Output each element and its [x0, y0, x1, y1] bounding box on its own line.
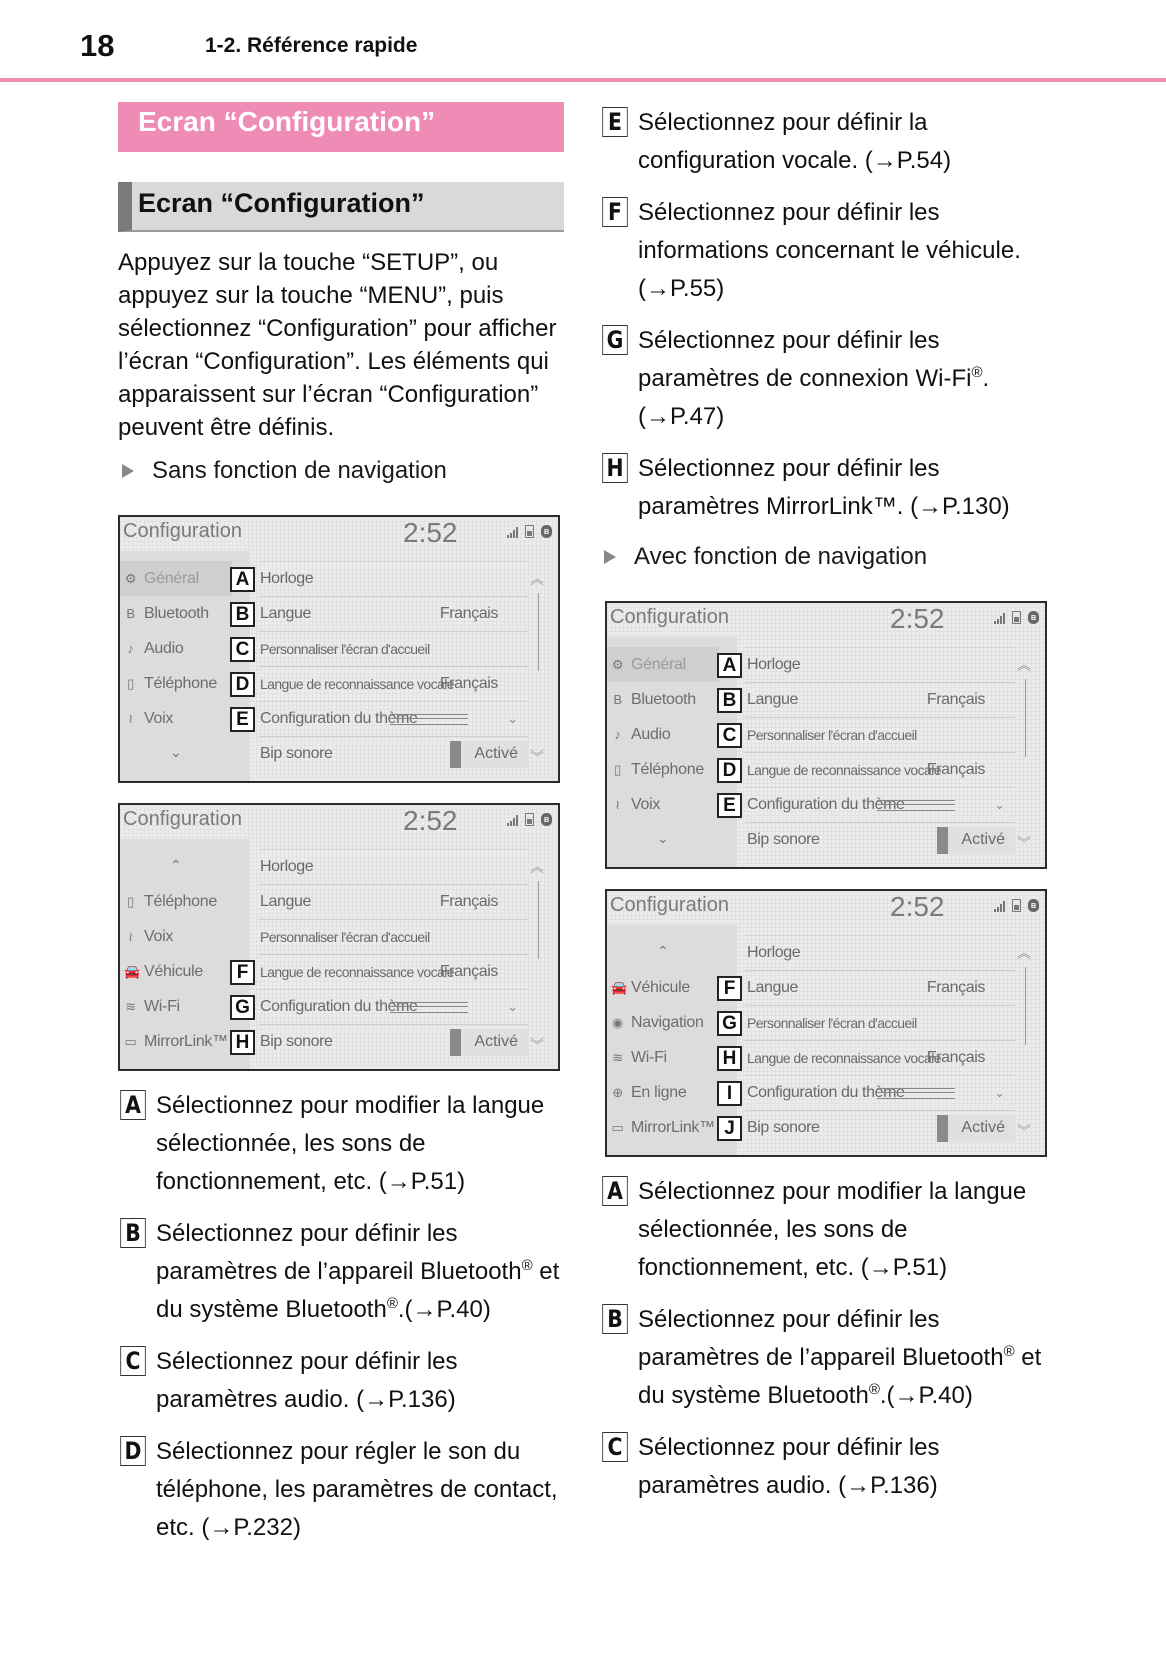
left-column — [118, 102, 564, 1547]
callout-marker: G — [717, 1011, 742, 1036]
theme-preview — [877, 800, 955, 811]
callout-marker: F — [717, 976, 742, 1001]
toggle-value: Activé — [961, 831, 1005, 848]
signal-icon — [507, 814, 518, 826]
description-text: Sélectionnez pour définir les informations concernant le véhicule. (→P.55) — [638, 199, 1021, 302]
scroll-up-icon[interactable]: ︽ — [1017, 945, 1031, 961]
setting-row[interactable] — [235, 561, 528, 596]
page-reference: .(→P.40) — [397, 1296, 491, 1323]
setting-label: Langue — [747, 979, 798, 996]
right-column — [600, 102, 1050, 1505]
setting-row[interactable] — [722, 682, 1015, 717]
sidebar-item-bluetooth[interactable] — [611, 682, 696, 717]
beep-toggle[interactable] — [937, 827, 1015, 854]
callout-marker: H — [230, 1030, 255, 1055]
setting-value: Français — [439, 605, 498, 622]
sidebar-item-label: Audio — [144, 639, 184, 657]
sidebar-item-véhicule[interactable] — [124, 954, 203, 989]
section-banner: Ecran “Configuration” — [118, 102, 564, 152]
toggle-value: Activé — [961, 1119, 1005, 1136]
registered-mark: ® — [1003, 1343, 1015, 1360]
callout-marker: G — [230, 995, 255, 1020]
scroll-up-icon[interactable]: ︽ — [530, 571, 544, 587]
setting-label: Horloge — [747, 656, 801, 673]
toggle-value: Activé — [474, 745, 518, 762]
text-part: et du système Bluetooth — [156, 1258, 560, 1323]
sidebar-item-label: Wi-Fi — [144, 997, 180, 1015]
setting-row[interactable] — [723, 787, 1015, 822]
status-icons — [507, 813, 552, 826]
setting-row[interactable] — [236, 701, 528, 736]
setting-row[interactable] — [722, 717, 1015, 752]
callout-marker: E — [230, 707, 255, 732]
callout-marker: H — [717, 1046, 742, 1071]
callout-marker: F — [230, 960, 255, 985]
setting-row[interactable] — [724, 1110, 1015, 1145]
signal-icon — [994, 900, 1005, 912]
callout-description — [600, 322, 1050, 436]
sidebar-item-label: Wi-Fi — [631, 1048, 667, 1066]
sidebar-item-label: Navigation — [631, 1013, 704, 1031]
text-part: Sélectionnez pour définir les paramètres de l’appareil Bluetooth — [638, 1306, 1004, 1371]
sidebar-item-général[interactable] — [120, 561, 232, 596]
sidebar-item-bluetooth[interactable] — [124, 596, 209, 631]
sidebar-item-voix[interactable] — [124, 919, 173, 954]
setting-row[interactable] — [258, 884, 528, 919]
sidebar-item-wi-fi[interactable] — [124, 989, 180, 1024]
setting-value: Français — [926, 979, 985, 996]
setting-row[interactable] — [722, 752, 1015, 787]
callout-marker: I — [717, 1081, 742, 1106]
description-text: Sélectionnez pour régler le son du téléphone, les paramètres de contact, etc. (→P.232) — [156, 1438, 558, 1541]
chevron-down-icon[interactable]: ⌄ — [657, 830, 669, 846]
text-part: Sélectionnez pour définir les paramètres de l’appareil Bluetooth — [156, 1220, 522, 1285]
toggle-indicator — [937, 1115, 948, 1142]
callout-marker: A — [717, 653, 742, 678]
setting-row[interactable] — [258, 919, 528, 954]
setting-row[interactable] — [235, 596, 528, 631]
sidebar-item-audio[interactable] — [124, 631, 183, 666]
toggle-value: Activé — [474, 1033, 518, 1050]
callout-badge: C — [602, 1432, 628, 1462]
sidebar-icon: ⚙ — [124, 570, 137, 586]
callout-description — [118, 1343, 564, 1419]
scroll-down-icon[interactable]: ︾ — [1017, 835, 1031, 851]
setting-value: Français — [926, 761, 985, 778]
setting-label: Bip sonore — [260, 1033, 333, 1050]
callout-badge: D — [120, 1436, 146, 1466]
callout-marker: B — [717, 688, 742, 713]
callout-marker: B — [230, 602, 255, 627]
setting-label: Langue — [260, 605, 311, 622]
battery-icon — [1012, 899, 1021, 912]
sidebar-icon: ≀ — [128, 928, 133, 944]
sidebar-item-label: MirrorLink™ — [144, 1032, 228, 1050]
setting-label: Configuration du thème — [260, 998, 418, 1015]
status-icons — [994, 899, 1039, 912]
battery-icon — [1012, 611, 1021, 624]
status-icons — [507, 525, 552, 538]
setting-label: Langue — [747, 691, 798, 708]
setting-row[interactable] — [745, 822, 1015, 857]
config-screen-mockup — [118, 803, 560, 1071]
clock: 2:52 — [403, 805, 458, 836]
setting-value: Français — [439, 963, 498, 980]
callout-badge: E — [602, 107, 628, 137]
chevron-down-icon[interactable]: ⌄ — [170, 744, 182, 760]
sidebar-item-en-ligne[interactable] — [611, 1075, 686, 1110]
screen-title: Configuration — [123, 808, 242, 830]
callout-description — [118, 1215, 564, 1329]
sidebar-item-général[interactable] — [607, 647, 719, 682]
sidebar-item-label: Téléphone — [144, 674, 217, 692]
setting-label: Personnaliser l'écran d'accueil — [260, 929, 430, 945]
toggle-indicator — [450, 741, 461, 768]
sidebar-item-téléphone[interactable] — [611, 752, 704, 787]
setting-label: Langue de reconnaissance vocale — [260, 676, 454, 692]
setting-row[interactable] — [726, 1075, 1015, 1110]
description-text: Sélectionnez pour définir les paramètres MirrorLink™. (→P.130) — [638, 455, 1010, 520]
scrollbar[interactable] — [1025, 679, 1027, 757]
clock: 2:52 — [890, 603, 945, 634]
sidebar-icon: ▯ — [127, 675, 134, 691]
callout-description — [600, 450, 1050, 526]
sidebar-item-label: MirrorLink™ — [631, 1118, 715, 1136]
battery-icon — [525, 813, 534, 826]
signal-icon — [507, 526, 518, 538]
setting-label: Langue de reconnaissance vocale — [747, 762, 941, 778]
setting-label: Horloge — [747, 944, 801, 961]
bullet-without-navigation — [118, 454, 564, 487]
sidebar-item-label: Téléphone — [144, 892, 217, 910]
callout-badge: G — [602, 325, 628, 355]
setting-value: Français — [439, 893, 498, 910]
sidebar-item-label: Bluetooth — [631, 690, 696, 708]
setting-label: Personnaliser l'écran d'accueil — [747, 1015, 917, 1031]
config-screen-mockup — [605, 601, 1047, 869]
section-reference: 1-2. Référence rapide — [205, 34, 418, 57]
sidebar-icon: ◉ — [611, 1014, 624, 1030]
setting-row[interactable] — [745, 935, 1015, 970]
callout-badge: H — [602, 453, 628, 483]
sidebar-icon: ▯ — [127, 893, 134, 909]
description-text: Sélectionnez pour définir la configuration vocale. (→P.54) — [638, 109, 952, 174]
callout-marker: J — [717, 1116, 742, 1141]
triangle-bullet-icon — [604, 550, 616, 564]
description-text — [638, 322, 1050, 436]
screen-title: Configuration — [610, 894, 729, 916]
setting-value: Français — [926, 691, 985, 708]
bullet-label: Sans fonction de navigation — [152, 457, 447, 484]
triangle-bullet-icon — [122, 464, 134, 478]
setting-label: Bip sonore — [747, 1119, 820, 1136]
setting-row[interactable] — [258, 736, 528, 771]
sidebar-item-label: Véhicule — [144, 962, 203, 980]
sidebar-icon: B — [126, 606, 135, 621]
sidebar-item-label: Véhicule — [631, 978, 690, 996]
setting-row[interactable] — [722, 1040, 1015, 1075]
status-icons — [994, 611, 1039, 624]
callout-description — [118, 1087, 564, 1201]
bluetooth-icon: ʙ — [1028, 899, 1039, 912]
sidebar-icon: ≀ — [128, 710, 133, 726]
bluetooth-icon: ʙ — [541, 813, 552, 826]
setting-row[interactable] — [235, 989, 528, 1024]
chevron-down-icon[interactable]: ⌄ — [994, 797, 1005, 812]
callout-marker: D — [717, 758, 742, 783]
bluetooth-icon: ʙ — [1028, 611, 1039, 624]
callout-description — [600, 104, 1050, 180]
scrollbar[interactable] — [538, 593, 540, 671]
callout-marker: E — [717, 793, 742, 818]
callout-description — [600, 194, 1050, 308]
callout-marker: C — [717, 723, 742, 748]
sidebar-item-label: Général — [144, 569, 199, 587]
sidebar-icon: ♪ — [614, 727, 621, 742]
sidebar-icon: 🚘 — [611, 979, 627, 995]
setting-label: Horloge — [260, 570, 314, 587]
sidebar-item-véhicule[interactable] — [611, 970, 690, 1005]
description-text — [638, 1301, 1050, 1415]
callout-badge: F — [602, 197, 628, 227]
sidebar-icon: ♪ — [127, 641, 134, 656]
sidebar-item-audio[interactable] — [611, 717, 670, 752]
registered-mark: ® — [386, 1295, 398, 1312]
theme-preview — [390, 1002, 468, 1013]
sidebar-icon: ▭ — [611, 1119, 624, 1135]
callout-badge: B — [120, 1218, 146, 1248]
screen-title: Configuration — [610, 606, 729, 628]
callout-description — [600, 1429, 1050, 1505]
setting-label: Bip sonore — [260, 745, 333, 762]
chevron-up-icon[interactable]: ⌃ — [170, 857, 182, 873]
setting-row[interactable] — [722, 647, 1015, 682]
scrollbar[interactable] — [1025, 967, 1027, 1045]
bullet-with-navigation — [600, 540, 1050, 573]
scroll-down-icon[interactable]: ︾ — [530, 749, 544, 765]
sidebar-item-voix[interactable] — [611, 787, 660, 822]
setting-row[interactable] — [258, 849, 528, 884]
sidebar-icon: ▯ — [614, 761, 621, 777]
header-rule — [0, 78, 1166, 82]
sidebar-item-téléphone[interactable] — [124, 666, 217, 701]
sidebar-item-navigation[interactable] — [611, 1005, 704, 1040]
battery-icon — [525, 525, 534, 538]
registered-mark: ® — [521, 1257, 533, 1274]
sidebar-icon: ≋ — [612, 1049, 623, 1065]
setting-label: Personnaliser l'écran d'accueil — [747, 727, 917, 743]
page-reference: . (→P.47) — [638, 365, 990, 430]
scroll-up-icon[interactable]: ︽ — [1017, 657, 1031, 673]
setting-value: Français — [926, 1049, 985, 1066]
sidebar-icon: ⚙ — [611, 656, 624, 672]
setting-row[interactable] — [723, 970, 1015, 1005]
sidebar-item-label: Téléphone — [631, 760, 704, 778]
callout-badge: C — [120, 1346, 146, 1376]
screen-title: Configuration — [123, 520, 242, 542]
beep-toggle[interactable] — [937, 1115, 1015, 1142]
subsection-heading: Ecran “Configuration” — [118, 182, 564, 232]
sidebar-item-mirrorlink-[interactable] — [124, 1024, 228, 1059]
callout-description — [600, 1173, 1050, 1287]
text-part: Sélectionnez pour définir les paramètres de connexion Wi-Fi — [638, 327, 972, 392]
description-text — [156, 1215, 564, 1329]
callout-badge: A — [602, 1176, 628, 1206]
setting-row[interactable] — [722, 1005, 1015, 1040]
sidebar-item-label: Audio — [631, 725, 671, 743]
setting-label: Personnaliser l'écran d'accueil — [260, 641, 430, 657]
setting-value: Français — [439, 675, 498, 692]
callout-badge: A — [120, 1090, 146, 1120]
sidebar-icon: ≋ — [125, 998, 136, 1014]
text-part: et du système Bluetooth — [638, 1344, 1042, 1409]
chevron-down-icon[interactable]: ⌄ — [507, 999, 518, 1014]
chevron-down-icon[interactable]: ⌄ — [994, 1085, 1005, 1100]
callout-description — [118, 1433, 564, 1547]
config-screen-mockup — [605, 889, 1047, 1157]
scroll-down-icon[interactable]: ︾ — [530, 1037, 544, 1053]
toggle-indicator — [450, 1029, 461, 1056]
callout-marker: C — [230, 637, 255, 662]
registered-mark: ® — [868, 1381, 880, 1398]
toggle-indicator — [937, 827, 948, 854]
page-reference: .(→P.40) — [879, 1382, 973, 1409]
sidebar-item-mirrorlink-[interactable] — [611, 1110, 715, 1145]
sidebar-icon: ≀ — [615, 796, 620, 812]
config-screen-mockup — [118, 515, 560, 783]
sidebar-item-voix[interactable] — [124, 701, 173, 736]
sidebar-icon: ▭ — [124, 1033, 137, 1049]
setting-row[interactable] — [235, 1024, 528, 1059]
callout-badge: B — [602, 1304, 628, 1334]
intro-paragraph: Appuyez sur la touche “SETUP”, ou appuyez sur la touche “MENU”, puis sélectionnez “Configuration” pour afficher l’écran “Configuration”. Les éléments qui apparaissent sur l’écran “Configuration” peuvent être définis. — [118, 249, 557, 441]
clock: 2:52 — [890, 891, 945, 922]
description-text: Sélectionnez pour modifier la langue sélectionnée, les sons de fonctionnement, etc. (→P.51) — [156, 1092, 545, 1195]
setting-row[interactable] — [235, 666, 528, 701]
sidebar-item-label: Bluetooth — [144, 604, 209, 622]
callout-description — [600, 1301, 1050, 1415]
setting-label: Configuration du thème — [747, 796, 905, 813]
description-text: Sélectionnez pour modifier la langue sélectionnée, les sons de fonctionnement, etc. (→P.51) — [638, 1178, 1027, 1281]
chevron-up-icon[interactable]: ⌃ — [657, 943, 669, 959]
registered-mark: ® — [971, 364, 983, 381]
setting-label: Configuration du thème — [260, 710, 418, 727]
sidebar-item-wi-fi[interactable] — [611, 1040, 667, 1075]
sidebar-icon: 🚘 — [124, 963, 140, 979]
callout-marker: D — [230, 672, 255, 697]
beep-toggle[interactable] — [450, 1029, 528, 1056]
bullet-label: Avec fonction de navigation — [634, 543, 928, 570]
sidebar-item-label: Général — [631, 655, 686, 673]
setting-row[interactable] — [235, 631, 528, 666]
page-number: 18 — [80, 28, 115, 63]
sidebar-item-label: Voix — [144, 709, 174, 727]
sidebar-item-téléphone[interactable] — [124, 884, 217, 919]
setting-label: Langue de reconnaissance vocale — [747, 1050, 941, 1066]
sidebar-item-label: Voix — [144, 927, 174, 945]
bluetooth-icon: ʙ — [541, 525, 552, 538]
setting-row[interactable] — [236, 954, 528, 989]
setting-label: Bip sonore — [747, 831, 820, 848]
setting-label: Configuration du thème — [747, 1084, 905, 1101]
theme-preview — [877, 1088, 955, 1099]
setting-label: Horloge — [260, 858, 314, 875]
description-text: Sélectionnez pour définir les paramètres audio. (→P.136) — [156, 1348, 458, 1413]
scrollbar[interactable] — [538, 881, 540, 959]
chevron-down-icon[interactable]: ⌄ — [507, 711, 518, 726]
beep-toggle[interactable] — [450, 741, 528, 768]
setting-label: Langue de reconnaissance vocale — [260, 964, 454, 980]
scroll-up-icon[interactable]: ︽ — [530, 859, 544, 875]
sidebar-item-label: Voix — [631, 795, 661, 813]
setting-label: Langue — [260, 893, 311, 910]
description-text: Sélectionnez pour définir les paramètres audio. (→P.136) — [638, 1434, 940, 1499]
signal-icon — [994, 612, 1005, 624]
scroll-down-icon[interactable]: ︾ — [1017, 1123, 1031, 1139]
sidebar-icon: B — [613, 692, 622, 707]
sidebar-icon: ⊕ — [612, 1084, 623, 1100]
theme-preview — [390, 714, 468, 725]
sidebar-item-label: En ligne — [631, 1083, 687, 1101]
clock: 2:52 — [403, 517, 458, 548]
callout-marker: A — [230, 567, 255, 592]
